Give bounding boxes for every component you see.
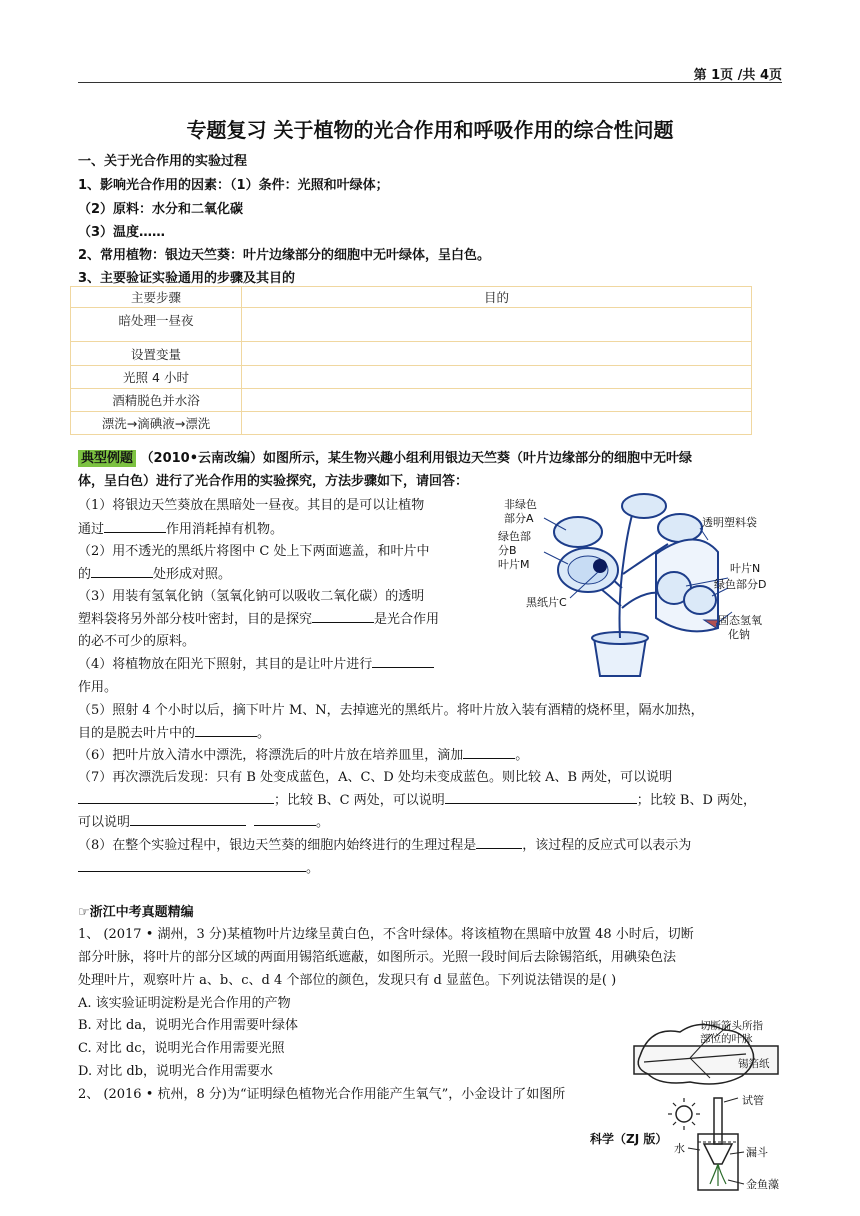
sun-icon bbox=[676, 1106, 692, 1122]
table-header-row bbox=[71, 287, 752, 308]
q8-line-a bbox=[78, 834, 691, 853]
q8-text-post: ，该过程的反应式可以表示为 bbox=[522, 838, 692, 853]
table-cell-purpose bbox=[242, 342, 752, 366]
answer-blank[interactable] bbox=[445, 791, 637, 804]
q3-text-post: 是光合作用 bbox=[374, 612, 440, 627]
example-intro-text1: （2010•云南改编）如图所示，某生物兴趣小组利用银边天竺葵（叶片边缘部分的细胞中无叶绿 bbox=[140, 451, 693, 466]
q2-line-a: （2）用不透光的黑纸片将图中 C 处上下两面遮盖，和叶片中 bbox=[78, 544, 430, 559]
q7-line-c bbox=[78, 811, 329, 830]
s2-q1-line-a: 1、 (2017 • 湖州，3 分)某植物叶片边缘呈黄白色，不含叶绿体。将该植物在黑暗中放置 48 小时后，切断 bbox=[78, 927, 694, 942]
leaf-right bbox=[658, 514, 702, 542]
q2-line-b bbox=[78, 563, 231, 582]
label-naoh-2: 化钠 bbox=[728, 628, 750, 641]
q7-text-post: 。 bbox=[316, 815, 330, 830]
q6-text-pre: （6）把叶片放入清水中漂洗，将漂洗后的叶片放在培养皿里，滴加 bbox=[78, 748, 464, 763]
table-row bbox=[71, 308, 752, 342]
funnel bbox=[704, 1144, 732, 1164]
plant-experiment-figure bbox=[496, 488, 780, 684]
q1-text-post: 作用消耗掉有机物。 bbox=[166, 522, 284, 537]
section1-line5: 3、主要验证实验通用的步骤及其目的 bbox=[78, 271, 296, 286]
table-cell-step: 漂洗→滴碘液→漂洗 bbox=[71, 412, 242, 435]
label-leaf-n: 叶片N bbox=[730, 562, 761, 575]
answer-blank[interactable] bbox=[195, 724, 257, 737]
label-nongreen-a-1: 非绿色 bbox=[504, 498, 537, 511]
q3-line-c: 的必不可少的原料。 bbox=[78, 634, 196, 649]
q2-text-post: 处形成对照。 bbox=[153, 567, 232, 582]
q3-line-b bbox=[78, 608, 439, 627]
example-intro-line2: 体，呈白色）进行了光合作用的实验探究，方法步骤如下，请回答： bbox=[78, 474, 469, 489]
label-vein-1: 切断箭头所指 bbox=[700, 1020, 763, 1032]
table-row bbox=[71, 412, 752, 435]
label-vein bbox=[700, 1020, 763, 1046]
label-black-paper-c: 黑纸片C bbox=[526, 596, 567, 609]
label-foil: 锡箔纸 bbox=[738, 1058, 770, 1070]
q3-text-pre: 塑料袋将另外部分枝叶密封，目的是探究 bbox=[78, 612, 313, 627]
label-funnel: 漏斗 bbox=[746, 1146, 768, 1159]
answer-blank[interactable] bbox=[476, 836, 522, 849]
label-plastic-bag: 透明塑料袋 bbox=[702, 516, 757, 529]
q5-line-a: （5）照射 4 个小时以后，摘下叶片 M、N，去掉遮光的黑纸片。将叶片放入装有酒精的烧杯里，隔水加热， bbox=[78, 703, 704, 718]
q8-line-b bbox=[78, 857, 319, 876]
answer-blank[interactable] bbox=[254, 813, 316, 826]
header-rule bbox=[78, 82, 782, 83]
q4-line-a bbox=[78, 653, 434, 672]
answer-blank[interactable] bbox=[312, 610, 374, 623]
label-naoh-1: 固态氢氧 bbox=[718, 614, 762, 627]
label-plant: 金鱼藻 bbox=[746, 1178, 779, 1191]
answer-blank[interactable] bbox=[372, 655, 434, 668]
example-intro-line1 bbox=[78, 447, 692, 466]
label-leaf-m: 叶片M bbox=[498, 558, 530, 571]
q4-line-b: 作用。 bbox=[78, 680, 118, 695]
table-row bbox=[71, 342, 752, 366]
page-title: 专题复习 关于植物的光合作用和呼吸作用的综合性问题 bbox=[186, 118, 674, 142]
section1-line2: （2）原料：水分和二氧化碳 bbox=[78, 202, 244, 217]
table-cell-step: 设置变量 bbox=[71, 342, 242, 366]
label-vein-2: 部位的叶脉 bbox=[700, 1033, 753, 1045]
table-cell-purpose bbox=[242, 308, 752, 342]
q1-text-pre: 通过 bbox=[78, 522, 105, 537]
table-cell-purpose bbox=[242, 412, 752, 435]
q5-text-post: 。 bbox=[257, 726, 271, 741]
option-c: C. 对比 dc，说明光合作用需要光照 bbox=[78, 1041, 285, 1056]
answer-blank[interactable] bbox=[104, 520, 166, 533]
section1-line1: 1、影响光合作用的因素：（1）条件：光照和叶绿体； bbox=[78, 178, 389, 193]
leaf-d bbox=[684, 586, 716, 614]
table-row bbox=[71, 366, 752, 389]
label-green-b-2: 分B bbox=[498, 544, 517, 557]
leaf-top bbox=[622, 494, 666, 518]
q8-text-end: 。 bbox=[306, 861, 320, 876]
option-d: D. 对比 db，说明光合作用需要水 bbox=[78, 1064, 274, 1079]
example-tag: 典型例题 bbox=[78, 450, 136, 467]
table-cell-purpose bbox=[242, 389, 752, 412]
plant-icon bbox=[710, 1164, 726, 1186]
table-cell-step: 酒精脱色并水浴 bbox=[71, 389, 242, 412]
label-tube: 试管 bbox=[742, 1094, 764, 1107]
q7-line-a: （7）再次漂洗后发现：只有 B 处变成蓝色，A、C、D 处均未变成蓝色。则比较 A、B 两处，可以说明 bbox=[78, 770, 673, 785]
q6-text-post: 。 bbox=[515, 748, 529, 763]
label-nongreen-a-2: 部分A bbox=[504, 512, 534, 525]
answer-blank[interactable] bbox=[78, 859, 306, 872]
s2-q2-line: 2、 (2016 • 杭州，8 分)为“证明绿色植物光合作用能产生氧气”，小金设计了如图所 bbox=[78, 1087, 566, 1102]
q5-line-b bbox=[78, 722, 270, 741]
option-b: B. 对比 da，说明光合作用需要叶绿体 bbox=[78, 1018, 299, 1033]
answer-blank[interactable] bbox=[78, 791, 274, 804]
table-row bbox=[71, 389, 752, 412]
answer-blank[interactable] bbox=[463, 746, 515, 759]
q5-text-pre: 目的是脱去叶片中的 bbox=[78, 726, 196, 741]
main-stem bbox=[620, 508, 635, 638]
table-header-purpose: 目的 bbox=[242, 287, 752, 308]
answer-blank[interactable] bbox=[130, 813, 246, 826]
subject-footer: 科学（ZJ 版） bbox=[590, 1132, 668, 1146]
q6-line bbox=[78, 744, 528, 763]
label-water: 水 bbox=[674, 1142, 685, 1155]
test-tube bbox=[714, 1098, 722, 1144]
q1-line-a: （1）将银边天竺葵放在黑暗处一昼夜。其目的是可以让植物 bbox=[78, 498, 425, 513]
label-green-b-1: 绿色部 bbox=[498, 530, 531, 543]
label-green-d: 绿色部分D bbox=[714, 578, 767, 591]
q8-text-pre: （8）在整个实验过程中，银边天竺葵的细胞内始终进行的生理过程是 bbox=[78, 838, 477, 853]
q7-text-mid1: ；比较 B、C 两处，可以说明 bbox=[274, 793, 445, 808]
section2-heading: ☞浙江中考真题精编 bbox=[78, 905, 194, 920]
black-paper-c bbox=[593, 559, 607, 573]
q7-text-mid2: ；比较 B、D 两处， bbox=[636, 793, 757, 808]
q7-line-b bbox=[78, 789, 756, 808]
leaf-a bbox=[554, 517, 602, 547]
q7-text-pre: 可以说明 bbox=[78, 815, 131, 830]
option-a: A. 该实验证明淀粉是光合作用的产物 bbox=[78, 996, 291, 1011]
table-cell-step: 暗处理一昼夜 bbox=[71, 308, 242, 342]
q2-text-pre: 的 bbox=[78, 567, 92, 582]
s2-q1-line-c: 处理叶片，观察叶片 a、b、c、d 4 个部位的颜色，发现只有 d 显蓝色。下列说法错误的是( ) bbox=[78, 973, 617, 988]
section1-heading: 一、关于光合作用的实验过程 bbox=[78, 154, 248, 169]
q1-line-b bbox=[78, 518, 283, 537]
answer-blank[interactable] bbox=[91, 565, 153, 578]
table-cell-purpose bbox=[242, 366, 752, 389]
table-header-step: 主要步骤 bbox=[71, 287, 242, 308]
s2-q1-line-b: 部分叶脉，将叶片的部分区域的两面用锡箔纸遮蔽，如图所示。光照一段时间后去除锡箔纸，用碘染色法 bbox=[78, 950, 677, 965]
section1-line3: （3）温度…… bbox=[78, 225, 166, 240]
page-number: 第 1页 /共 4页 bbox=[693, 68, 782, 83]
section1-line4: 2、常用植物：银边天竺葵：叶片边缘部分的细胞中无叶绿体，呈白色。 bbox=[78, 248, 491, 263]
steps-table bbox=[70, 286, 752, 435]
table-cell-step: 光照 4 小时 bbox=[71, 366, 242, 389]
q3-line-a: （3）用装有氢氧化钠（氢氧化钠可以吸收二氧化碳）的透明 bbox=[78, 589, 425, 604]
q4-text: （4）将植物放在阳光下照射，其目的是让叶片进行 bbox=[78, 657, 373, 672]
